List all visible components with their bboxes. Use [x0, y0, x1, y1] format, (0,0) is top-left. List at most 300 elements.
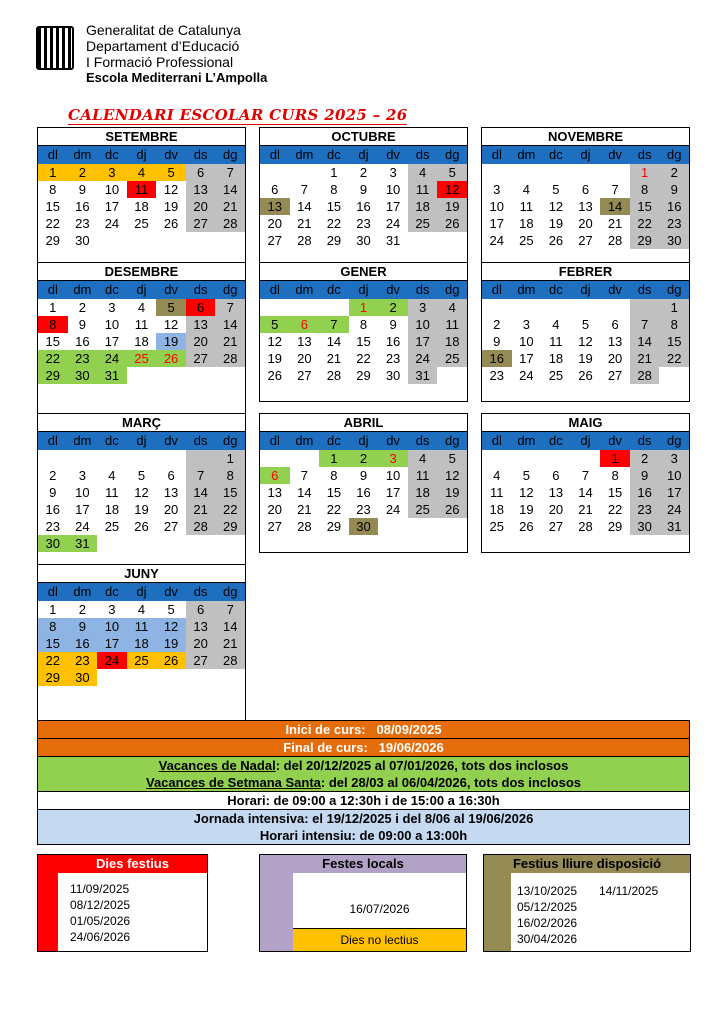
day-cell: 10 [408, 316, 438, 333]
day-cell: 17 [489, 216, 505, 231]
day-cell: 15 [607, 485, 623, 500]
day-cell: 23 [45, 519, 61, 534]
day-cell: 15 [630, 198, 660, 215]
day-grid [482, 299, 689, 401]
empty-cell [290, 299, 320, 316]
day-cell: 16 [482, 350, 512, 367]
month-name: OCTUBRE [260, 128, 467, 146]
empty-cell [319, 299, 349, 316]
day-cell: 8 [330, 468, 338, 483]
day-cell: 10 [97, 618, 127, 635]
weekday-label: dv [164, 282, 178, 297]
org-line-3: I Formació Professional [86, 54, 234, 70]
day-cell: 3 [408, 299, 438, 316]
day-cell: 19 [134, 502, 149, 517]
org-line-1: Generalitat de Catalunya [86, 22, 241, 38]
month-desembre [37, 262, 246, 419]
day-cell: 10 [489, 199, 505, 214]
weekday-label: dj [136, 584, 147, 599]
day-cell: 4 [127, 164, 157, 181]
day-cell: 9 [359, 182, 368, 197]
day-cell: 23 [68, 652, 98, 669]
day-cell: 6 [552, 468, 560, 483]
day-cell: 28 [215, 215, 245, 232]
month-name: GENER [260, 263, 467, 281]
day-cell: 27 [186, 652, 216, 669]
day-cell: 15 [45, 334, 61, 349]
day-cell: 31 [68, 535, 98, 552]
weekday-header [38, 281, 245, 299]
empty-cell [541, 450, 571, 467]
day-cell: 16 [630, 484, 660, 501]
weekday-label: dm [73, 282, 92, 297]
month-novembre [481, 127, 690, 284]
weekday-header [38, 432, 245, 450]
day-cell: 17 [385, 199, 401, 214]
day-cell: 5 [156, 164, 186, 181]
day-cell: 4 [522, 182, 530, 197]
weekday-label: dj [580, 147, 591, 162]
month-name: FEBRER [482, 263, 689, 281]
final-row: Final de curs: 19/06/2026 [38, 739, 689, 757]
day-grid [260, 299, 467, 401]
day-cell: 18 [437, 333, 467, 350]
day-cell: 1 [349, 299, 379, 316]
day-cell: 17 [659, 484, 689, 501]
day-cell: 26 [578, 368, 593, 383]
day-cell: 29 [38, 669, 68, 686]
day-grid [38, 450, 245, 569]
day-cell: 13 [186, 316, 216, 333]
day-cell: 3 [97, 164, 127, 181]
weekday-label: dv [386, 282, 400, 297]
day-cell: 12 [578, 334, 593, 349]
weekday-label: dg [666, 433, 682, 448]
weekday-header [38, 146, 245, 164]
day-cell: 10 [75, 485, 90, 500]
day-cell: 16 [75, 334, 90, 349]
festa-local-date: 16/07/2026 [349, 902, 410, 916]
day-cell: 10 [385, 468, 401, 483]
empty-cell [512, 164, 542, 181]
month-name: MAIG [482, 414, 689, 432]
day-cell: 9 [78, 317, 86, 332]
festiu-date: 11/09/2025 [70, 882, 130, 896]
day-cell: 6 [581, 182, 590, 197]
day-cell: 9 [68, 618, 98, 635]
weekday-label: dl [491, 433, 502, 448]
day-cell: 20 [607, 351, 623, 366]
day-cell: 26 [156, 350, 186, 367]
day-cell: 6 [186, 299, 216, 316]
day-grid [260, 164, 467, 266]
day-cell: 26 [548, 233, 564, 248]
day-cell: 25 [408, 501, 438, 518]
day-cell: 22 [630, 215, 660, 232]
day-cell: 8 [659, 316, 689, 333]
day-cell: 9 [630, 467, 660, 484]
day-cell: 14 [215, 181, 245, 198]
day-cell: 28 [215, 652, 245, 669]
day-cell: 20 [267, 502, 283, 517]
day-cell: 16 [356, 199, 371, 214]
day-cell: 7 [300, 468, 308, 483]
weekday-label: dv [164, 147, 178, 162]
empty-cell [512, 450, 542, 467]
day-cell: 12 [519, 485, 534, 500]
day-cell: 22 [326, 502, 342, 517]
day-cell: 28 [215, 350, 245, 367]
day-cell: 27 [578, 233, 593, 248]
day-cell: 26 [437, 215, 467, 232]
day-cell: 22 [356, 351, 371, 366]
day-cell: 28 [297, 519, 312, 534]
day-cell: 5 [137, 468, 146, 483]
day-cell: 17 [408, 333, 438, 350]
day-cell: 7 [215, 164, 245, 181]
day-cell: 21 [326, 351, 342, 366]
day-cell: 22 [38, 652, 68, 669]
weekday-label: dm [517, 147, 536, 162]
day-cell: 19 [548, 216, 564, 231]
day-cell: 23 [75, 216, 90, 231]
day-cell: 25 [127, 350, 157, 367]
weekday-label: dg [222, 433, 238, 448]
weekday-label: dv [608, 282, 622, 297]
day-cell: 17 [97, 635, 127, 652]
weekday-label: dl [47, 584, 58, 599]
day-cell: 8 [215, 467, 245, 484]
day-cell: 16 [385, 334, 401, 349]
horari-intensiu-row: Horari intensiu: de 09:00 a 13:00h [38, 827, 689, 844]
day-cell: 14 [578, 485, 593, 500]
month-name: DESEMBRE [38, 263, 245, 281]
day-cell: 16 [68, 635, 98, 652]
empty-cell [600, 299, 630, 316]
day-cell: 24 [97, 350, 127, 367]
day-cell: 26 [163, 216, 179, 231]
day-cell: 3 [78, 468, 86, 483]
day-cell: 10 [385, 182, 401, 197]
weekday-label: dg [666, 147, 682, 162]
day-cell: 14 [600, 198, 630, 215]
day-cell: 16 [45, 502, 61, 517]
weekday-label: dc [327, 433, 341, 448]
month-octubre [259, 127, 468, 267]
weekday-label: dj [358, 282, 369, 297]
weekday-label: dm [295, 282, 314, 297]
day-cell: 2 [378, 299, 408, 316]
day-cell: 30 [349, 518, 379, 535]
day-cell: 31 [97, 367, 127, 384]
day-cell: 19 [578, 351, 593, 366]
day-cell: 23 [630, 501, 660, 518]
weekday-label: dc [105, 282, 119, 297]
day-cell: 29 [630, 232, 660, 249]
empty-cell [127, 450, 157, 467]
day-cell: 30 [356, 233, 371, 248]
weekday-label: dv [386, 433, 400, 448]
day-cell: 6 [271, 182, 279, 197]
day-cell: 17 [104, 199, 120, 214]
empty-cell [186, 450, 216, 467]
horari-row: Horari: de 09:00 a 12:30h i de 15:00 a 16:30h [38, 792, 689, 810]
setmana-santa-row: Vacances de Setmana Santa: del 28/03 al 06/04/2026, tots dos inclosos [38, 774, 689, 792]
day-cell: 13 [607, 334, 623, 349]
day-cell: 21 [297, 216, 312, 231]
day-cell: 30 [68, 367, 98, 384]
day-cell: 27 [163, 519, 179, 534]
day-cell: 13 [578, 199, 593, 214]
day-cell: 18 [548, 351, 564, 366]
weekday-label: dl [47, 282, 58, 297]
day-cell: 7 [300, 182, 308, 197]
day-cell: 11 [127, 181, 157, 198]
day-cell: 26 [267, 368, 283, 383]
weekday-label: dc [549, 282, 563, 297]
day-cell: 9 [659, 181, 689, 198]
lliure-list [517, 873, 690, 951]
day-cell: 4 [408, 450, 438, 467]
weekday-label: dj [136, 433, 147, 448]
weekday-header [260, 432, 467, 450]
day-cell: 6 [611, 317, 619, 332]
day-cell: 1 [630, 164, 660, 181]
dies-no-lectius-label: Dies no lectius [293, 928, 466, 951]
school-name: Escola Mediterrani L’Ampolla [86, 70, 268, 85]
day-cell: 22 [45, 216, 61, 231]
day-cell: 8 [359, 317, 368, 332]
weekday-label: ds [193, 282, 208, 297]
day-grid [38, 601, 245, 720]
day-cell: 23 [659, 215, 689, 232]
day-cell: 21 [186, 501, 216, 518]
day-cell: 2 [630, 450, 660, 467]
day-cell: 24 [659, 501, 689, 518]
day-cell: 4 [408, 164, 438, 181]
day-cell: 20 [578, 216, 593, 231]
weekday-label: dg [444, 147, 460, 162]
day-cell: 25 [104, 519, 120, 534]
weekday-label: dv [608, 147, 622, 162]
day-cell: 24 [75, 519, 90, 534]
empty-cell [156, 450, 186, 467]
day-cell: 22 [326, 216, 342, 231]
lliure-date: 30/04/2026 [517, 932, 578, 946]
day-cell: 9 [493, 334, 501, 349]
day-cell: 29 [607, 519, 623, 534]
day-grid [260, 450, 467, 552]
day-cell: 22 [607, 502, 623, 517]
month-abril [259, 413, 468, 553]
day-cell: 2 [78, 602, 86, 617]
day-cell: 11 [105, 485, 119, 500]
day-cell: 23 [356, 502, 371, 517]
day-cell: 3 [493, 182, 501, 197]
weekday-label: ds [637, 147, 652, 162]
weekday-label: dg [222, 147, 238, 162]
weekday-label: dv [164, 584, 178, 599]
empty-cell [97, 450, 127, 467]
day-cell: 24 [489, 233, 505, 248]
day-cell: 11 [549, 334, 563, 349]
day-cell: 26 [134, 519, 149, 534]
day-cell: 21 [215, 333, 245, 350]
day-cell: 28 [630, 367, 660, 384]
day-cell: 7 [611, 182, 619, 197]
day-cell: 14 [215, 316, 245, 333]
day-cell: 25 [519, 233, 534, 248]
day-cell: 27 [267, 233, 283, 248]
day-cell: 17 [385, 485, 401, 500]
weekday-label: dl [491, 147, 502, 162]
weekday-label: dm [73, 433, 92, 448]
day-cell: 2 [349, 450, 379, 467]
day-cell: 23 [68, 350, 98, 367]
month-maig [481, 413, 690, 553]
day-cell: 8 [38, 618, 68, 635]
day-cell: 18 [104, 502, 120, 517]
day-cell: 25 [127, 652, 157, 669]
day-cell: 20 [163, 502, 179, 517]
nadal-row: Vacances de Nadal: del 20/12/2025 al 07/01/2026, tots dos inclosos [38, 757, 689, 774]
day-cell: 30 [75, 233, 90, 248]
day-cell: 26 [437, 501, 467, 518]
day-cell: 27 [267, 519, 283, 534]
month-juny [37, 564, 246, 721]
weekday-label: dc [105, 584, 119, 599]
day-cell: 14 [297, 485, 312, 500]
lliure-swatch [484, 873, 511, 951]
day-cell: 1 [600, 450, 630, 467]
weekday-header [260, 146, 467, 164]
day-cell: 31 [385, 233, 401, 248]
day-cell: 29 [215, 518, 245, 535]
day-cell: 4 [493, 468, 501, 483]
day-cell: 17 [104, 334, 120, 349]
lliure-date: 13/10/2025 [517, 884, 578, 898]
day-cell: 5 [260, 316, 290, 333]
day-cell: 28 [186, 518, 216, 535]
weekday-label: dj [358, 433, 369, 448]
day-cell: 7 [319, 316, 349, 333]
legend-lliure-disposicio [483, 854, 691, 952]
day-cell: 29 [326, 233, 342, 248]
day-cell: 19 [156, 635, 186, 652]
org-line-2: Departament d’Educació [86, 38, 240, 54]
weekday-label: dv [386, 147, 400, 162]
day-cell: 26 [519, 519, 534, 534]
day-cell: 22 [38, 350, 68, 367]
weekday-label: dj [136, 282, 147, 297]
month-name: SETEMBRE [38, 128, 245, 146]
day-cell: 7 [215, 601, 245, 618]
month-març [37, 413, 246, 570]
empty-cell [482, 164, 512, 181]
weekday-label: dl [269, 282, 280, 297]
day-cell: 20 [267, 216, 283, 231]
day-cell: 1 [49, 300, 57, 315]
day-cell: 5 [552, 182, 560, 197]
weekday-header [260, 281, 467, 299]
day-cell: 16 [75, 199, 90, 214]
day-cell: 22 [659, 350, 689, 367]
weekday-label: dj [580, 282, 591, 297]
day-cell: 14 [630, 333, 660, 350]
day-cell: 12 [437, 181, 467, 198]
month-setembre [37, 127, 246, 267]
day-cell: 4 [137, 300, 146, 315]
day-cell: 5 [581, 317, 590, 332]
info-box [37, 720, 690, 845]
weekday-label: ds [193, 584, 208, 599]
weekday-header [482, 146, 689, 164]
day-cell: 27 [607, 368, 623, 383]
day-cell: 17 [75, 502, 90, 517]
day-cell: 28 [607, 233, 623, 248]
day-cell: 12 [163, 182, 179, 197]
empty-cell [68, 450, 98, 467]
day-cell: 6 [167, 468, 175, 483]
day-cell: 2 [493, 317, 501, 332]
lliure-date: 14/11/2025 [599, 884, 659, 898]
weekday-label: dc [549, 147, 563, 162]
day-cell: 30 [68, 669, 98, 686]
empty-cell [482, 299, 512, 316]
empty-cell [541, 299, 571, 316]
festius-list [58, 873, 207, 951]
day-cell: 24 [97, 652, 127, 669]
weekday-label: dg [666, 282, 682, 297]
day-cell: 8 [330, 182, 338, 197]
day-cell: 13 [297, 334, 312, 349]
day-cell: 21 [630, 350, 660, 367]
empty-cell [38, 450, 68, 467]
day-cell: 4 [108, 468, 116, 483]
day-cell: 23 [356, 216, 371, 231]
day-cell: 9 [359, 468, 368, 483]
day-cell: 1 [319, 450, 349, 467]
weekday-label: ds [415, 433, 430, 448]
day-cell: 23 [489, 368, 505, 383]
weekday-label: dv [164, 433, 178, 448]
day-cell: 2 [659, 164, 689, 181]
day-cell: 5 [522, 468, 530, 483]
weekday-label: dc [327, 282, 341, 297]
day-cell: 21 [607, 216, 623, 231]
empty-cell [571, 450, 601, 467]
festiu-date: 24/06/2026 [70, 930, 131, 944]
day-cell: 12 [437, 467, 467, 484]
day-cell: 17 [519, 351, 534, 366]
day-cell: 20 [186, 198, 216, 215]
day-cell: 8 [38, 316, 68, 333]
day-cell: 12 [267, 334, 283, 349]
day-cell: 21 [578, 502, 593, 517]
day-cell: 11 [127, 618, 157, 635]
day-cell: 26 [156, 652, 186, 669]
day-cell: 28 [578, 519, 593, 534]
day-cell: 6 [186, 601, 216, 618]
weekday-label: dm [73, 584, 92, 599]
day-cell: 3 [108, 602, 116, 617]
month-gener [259, 262, 468, 402]
day-cell: 9 [78, 182, 86, 197]
weekday-label: dc [105, 147, 119, 162]
day-cell: 14 [297, 199, 312, 214]
weekday-label: dm [517, 433, 536, 448]
weekday-label: dv [608, 433, 622, 448]
